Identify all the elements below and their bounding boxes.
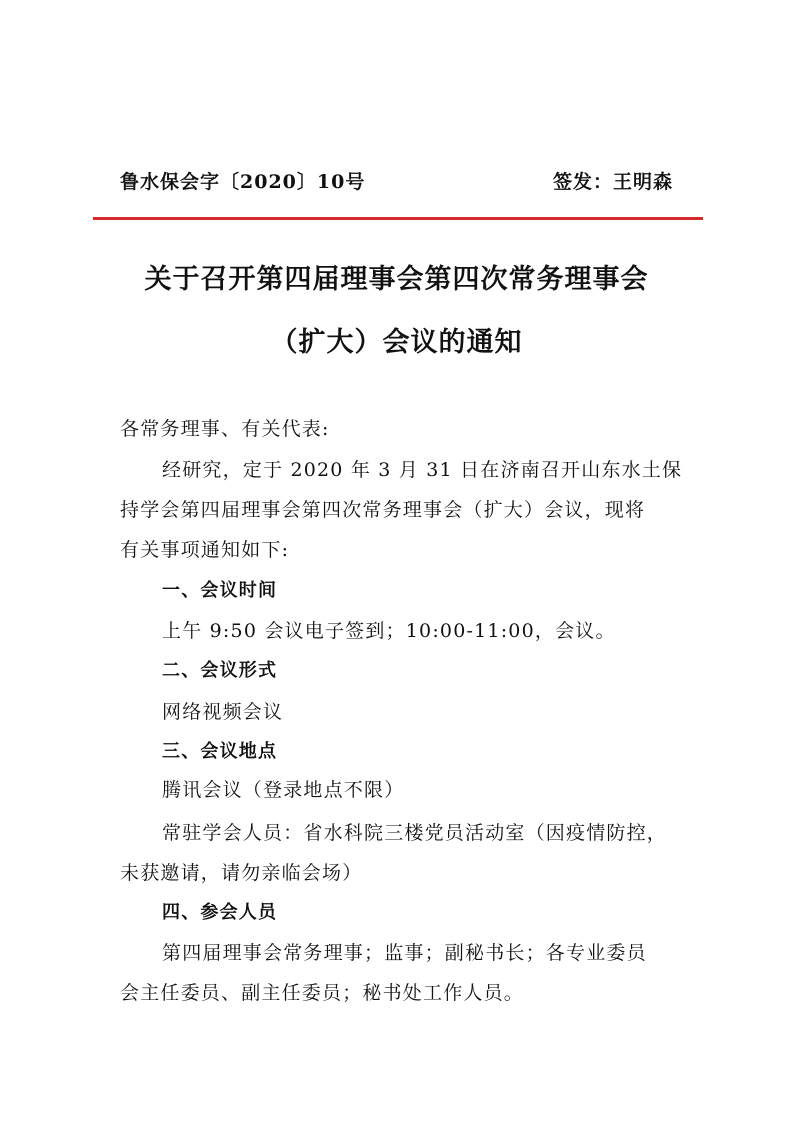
section-time-line-1: 上午 9:50 会议电子签到；10:00-11:00，会议。: [162, 620, 616, 642]
section-location-line-2: 常驻学会人员：省水科院三楼党员活动室（因疫情防控，: [162, 822, 668, 844]
section-location-line-1: 腾讯会议（登录地点不限）: [162, 779, 405, 801]
intro-line-3: 有关事项通知如下:: [120, 539, 290, 561]
notice-title-line-1: 关于召开第四届理事会第四次常务理事会: [144, 264, 649, 295]
document-header: [120, 164, 673, 196]
section-heading-time: 一、会议时间: [162, 580, 278, 601]
salutation: 各常务理事、有关代表:: [120, 418, 330, 440]
document-number: 鲁水保会字〔2020〕10号: [120, 170, 366, 193]
section-heading-format: 二、会议形式: [162, 660, 278, 681]
section-attendees-line-1: 第四届理事会常务理事；监事；副秘书长；各专业委员: [162, 942, 647, 964]
intro-line-1: 经研究，定于 2020 年 3 月 31 日在济南召开山东水土保: [162, 459, 683, 481]
intro-line-2: 持学会第四届理事会第四次常务理事会（扩大）会议，现将: [120, 499, 646, 521]
section-heading-attendees: 四、参会人员: [162, 902, 278, 923]
signer: 签发：王明森: [552, 170, 673, 193]
section-format-line-1: 网络视频会议: [162, 701, 284, 723]
section-location-line-3: 未获邀请，请勿亲临会场）: [120, 862, 363, 884]
notice-title-line-2: （扩大）会议的通知: [270, 327, 523, 358]
red-divider: [93, 217, 703, 220]
section-heading-location: 三、会议地点: [162, 741, 278, 762]
section-attendees-line-2: 会主任委员、副主任委员；秘书处工作人员。: [120, 982, 525, 1004]
